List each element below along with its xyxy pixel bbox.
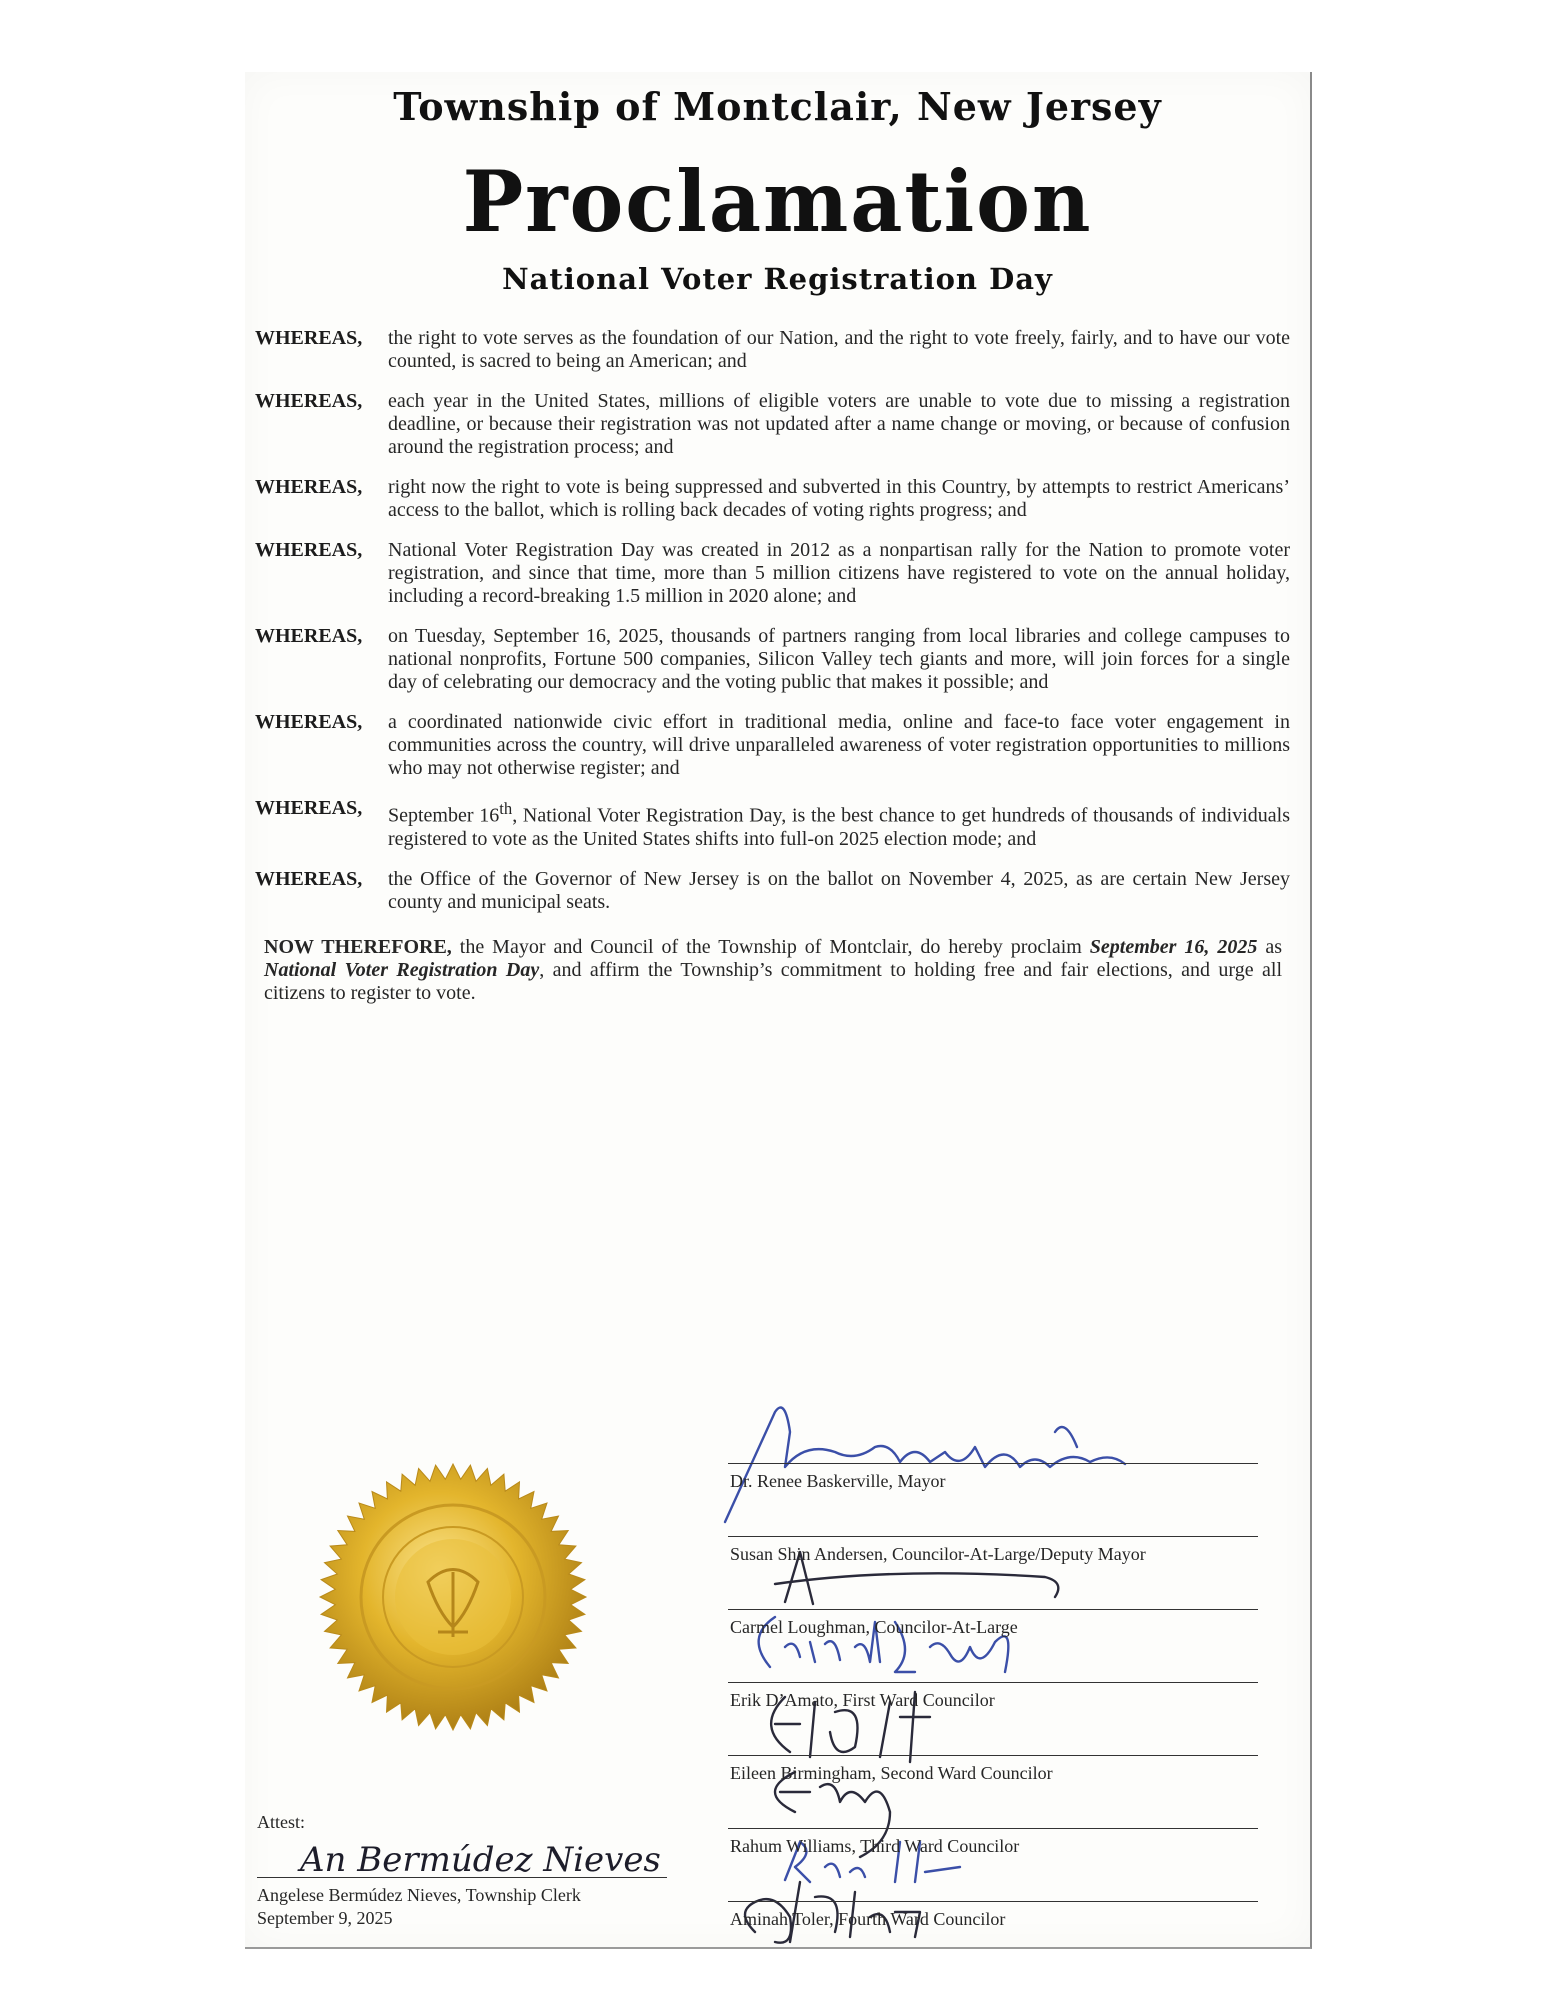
signature-line	[728, 1828, 1258, 1829]
clause-date: September 16	[388, 804, 500, 827]
whereas-clause	[255, 711, 1290, 780]
now-therefore-clause	[264, 936, 1282, 1005]
whereas-keyword: WHEREAS,	[255, 539, 363, 561]
proclamation-title: Proclamation	[462, 152, 1093, 251]
whereas-keyword: WHEREAS,	[255, 797, 363, 819]
clerk-signature	[300, 1827, 661, 1887]
therefore-text: , and affirm the Township’s commitment to holding free and fair elections, and urge all citizens to register to vote.	[264, 958, 1282, 1004]
proclaimed-date: September 16, 2025	[1089, 935, 1258, 958]
whereas-clause	[255, 868, 1290, 914]
therefore-keyword: NOW THEREFORE,	[264, 935, 452, 958]
signature-line	[728, 1682, 1258, 1683]
clause-text: on Tuesday, September 16, 2025, thousands of partners ranging from local libraries and college campuses to national nonprofits, Fortune 500 companies, Silicon Valley tech giants and more, will join forces for a single day of celebrating our democracy and the voting public that makes it possible; and	[388, 625, 1290, 693]
svg-text:An Bermúdez Nieves: An Bermúdez Nieves	[300, 1840, 661, 1880]
whereas-clause	[255, 797, 1290, 851]
gold-seal-icon	[318, 1462, 588, 1732]
signatory-name: Susan Shin Andersen, Councilor-At-Large/Deputy Mayor	[730, 1544, 1146, 1564]
mayor-signature	[725, 1408, 1125, 1523]
signature-line	[728, 1536, 1258, 1537]
signatory-name: Eileen Birmingham, Second Ward Councilor	[730, 1763, 1053, 1783]
signatory-name: Carmel Loughman, Councilor-At-Large	[730, 1617, 1018, 1637]
clause-text: each year in the United States, millions of eligible voters are unable to vote due to missing a registration deadline, or because their registration was not updated after a name change or moving, or because of confusion around the registration process; and	[388, 390, 1290, 458]
whereas-clause	[255, 476, 1290, 522]
attest-date: September 9, 2025	[257, 1908, 393, 1928]
proclamation-document	[245, 72, 1312, 1949]
clause-text-rest: , National Voter Registration Day, is the best chance to get hundreds of thousands of individuals registered to vote as the United States shifts into full-on 2025 election mode; and	[388, 804, 1291, 850]
signatory-name: Erik D’Amato, First Ward Councilor	[730, 1690, 995, 1710]
signature-line	[728, 1901, 1258, 1902]
therefore-text: the Mayor and Council of the Township of Montclair, do hereby proclaim	[451, 935, 1090, 958]
whereas-clause	[255, 327, 1290, 373]
whereas-clauses	[255, 327, 1290, 1005]
clerk-signature-line	[257, 1877, 667, 1878]
signatory-name: Rahum Williams, Third Ward Councilor	[730, 1836, 1020, 1856]
signature-line	[728, 1755, 1258, 1756]
whereas-keyword: WHEREAS,	[255, 327, 363, 349]
whereas-clause	[255, 625, 1290, 694]
whereas-clause	[255, 539, 1290, 608]
whereas-keyword: WHEREAS,	[255, 476, 363, 498]
whereas-keyword: WHEREAS,	[255, 625, 363, 647]
clause-text: the right to vote serves as the foundation of our Nation, and the right to vote freely, fairly, and to have our vote counted, is sacred to being an American; and	[388, 327, 1290, 372]
council-signatures	[715, 1372, 1275, 1972]
whereas-keyword: WHEREAS,	[255, 390, 363, 412]
clause-text: National Voter Registration Day was created in 2012 as a nonpartisan rally for the Nation to promote voter registration, and since that time, more than 5 million citizens have registered to vote on the annual holiday, including a record-breaking 1.5 million in 2020 alone; and	[388, 539, 1290, 607]
clause-date-suffix: th	[499, 799, 513, 818]
signature-line	[728, 1609, 1258, 1610]
whereas-keyword: WHEREAS,	[255, 867, 363, 890]
township-heading: Township of Montclair, New Jersey	[393, 84, 1162, 129]
clause-text	[388, 797, 1290, 851]
proclaimed-day: National Voter Registration Day	[264, 958, 540, 981]
clause-text: the Office of the Governor of New Jersey is on the ballot on November 4, 2025, as are certain New Jersey county and municipal seats.	[388, 867, 1290, 913]
signatory-name: Dr. Renee Baskerville, Mayor	[730, 1471, 946, 1491]
therefore-text: as	[1257, 935, 1282, 958]
clause-text: right now the right to vote is being suppressed and subverted in this Country, by attempts to restrict Americans’ access to the ballot, which is rolling back decades of voting rights progress; and	[388, 476, 1290, 521]
clerk-name: Angelese Bermúdez Nieves, Township Clerk	[257, 1885, 581, 1905]
clause-text: a coordinated nationwide civic effort in traditional media, online and face-to face voter engagement in communities across the country, will drive unparalleled awareness of voter registration opportunities to millions who may not otherwise register; and	[388, 711, 1290, 779]
signature-line	[728, 1463, 1258, 1464]
day-subtitle: National Voter Registration Day	[502, 262, 1053, 296]
attest-label: Attest:	[257, 1812, 305, 1832]
whereas-keyword: WHEREAS,	[255, 711, 363, 733]
signatory-name: Aminah Toler, Fourth Ward Councilor	[730, 1909, 1006, 1929]
whereas-clause	[255, 390, 1290, 459]
